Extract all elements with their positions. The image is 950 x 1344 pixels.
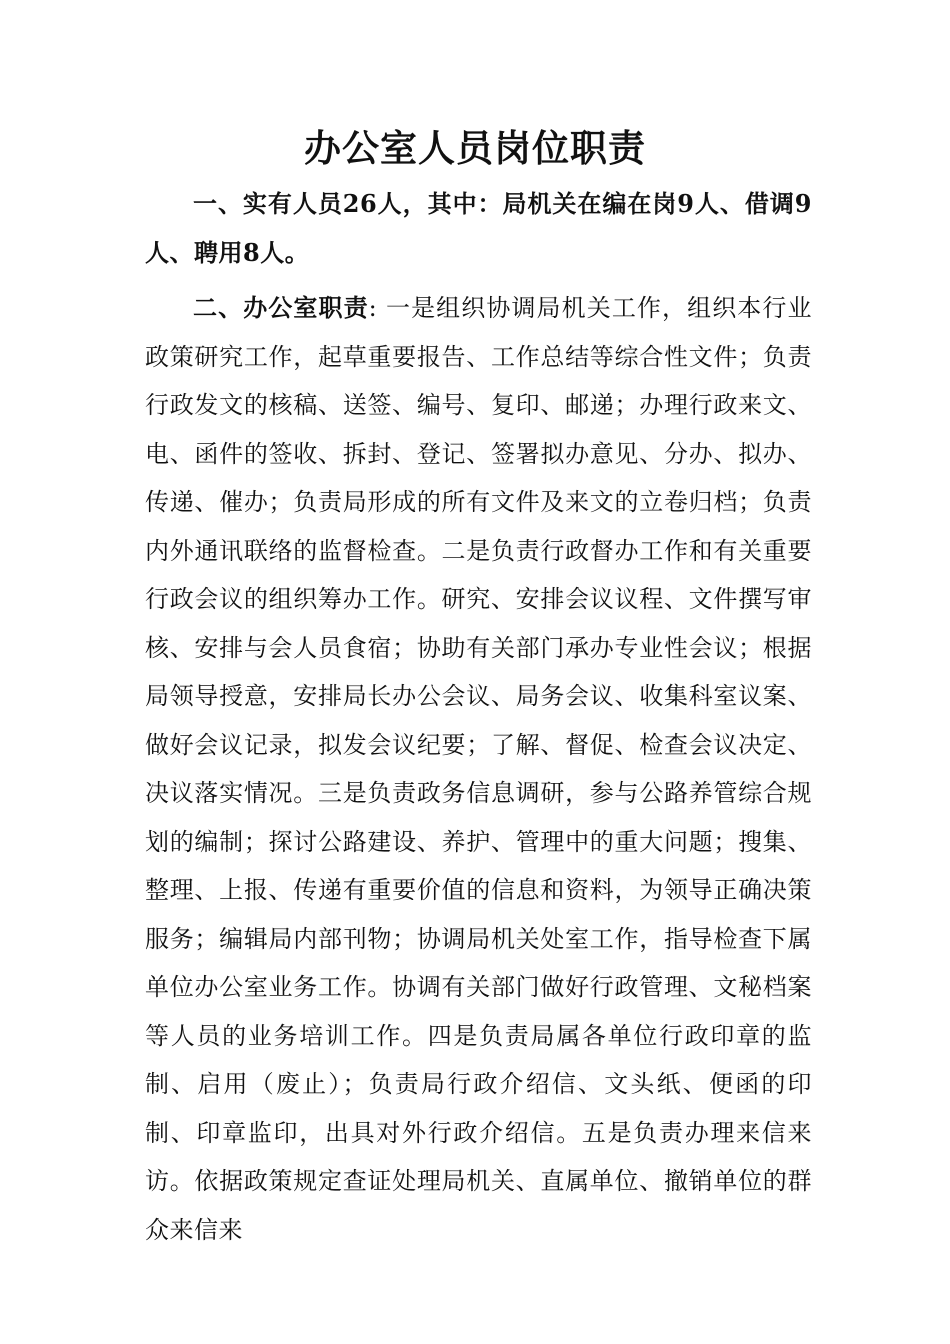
- staffing-paragraph: 一、实有人员26人，其中：局机关在编在岗9人、借调9人、聘用8人。: [145, 189, 812, 267]
- duties-text: : 一是组织协调局机关工作，组织本行业政策研究工作，起草重要报告、工作总结等综合性文件；负责行政发文的核稿、送签、编号、复印、邮递；办理行政来文、电、函件的签收、拆封、登记、签署拟办意见、分办、拟办、传递、催办；负责局形成的所有文件及来文的立卷归档；负责内外通讯联络的监督检查。二是负责行政督办工作和有关重要行政会议的组织筹办工作。研究、安排会议议程、文件撰写审核、安排与会人员食宿；协助有关部门承办专业性会议；根据局领导授意，安排局长办公会议、局务会议、收集科室议案、做好会议记录，拟发会议纪要；了解、督促、检查会议决定、决议落实情况。三是负责政务信息调研，参与公路养管综合规划的编制；探讨公路建设、养护、管理中的重大问题；搜集、整理、上报、传递有重要价值的信息和资料，为领导正确决策服务；编辑局内部刊物；协调局机关处室工作，指导检查下属单位办公室业务工作。协调有关部门做好行政管理、文秘档案等人员的业务培训工作。四是负责局属各单位行政印章的监制、启用（废止）；负责局行政介绍信、文头纸、便函的印制、印章监印，出具对外行政介绍信。五是负责办理来信来访。依据政策规定查证处理局机关、直属单位、撤销单位的群众来信来: [145, 294, 813, 1244]
- document-title: 办公室人员岗位职责: [304, 126, 646, 170]
- duties-heading: 二、办公室职责: [193, 293, 369, 322]
- duties-paragraph: [145, 284, 812, 1254]
- document-body: [145, 180, 812, 1254]
